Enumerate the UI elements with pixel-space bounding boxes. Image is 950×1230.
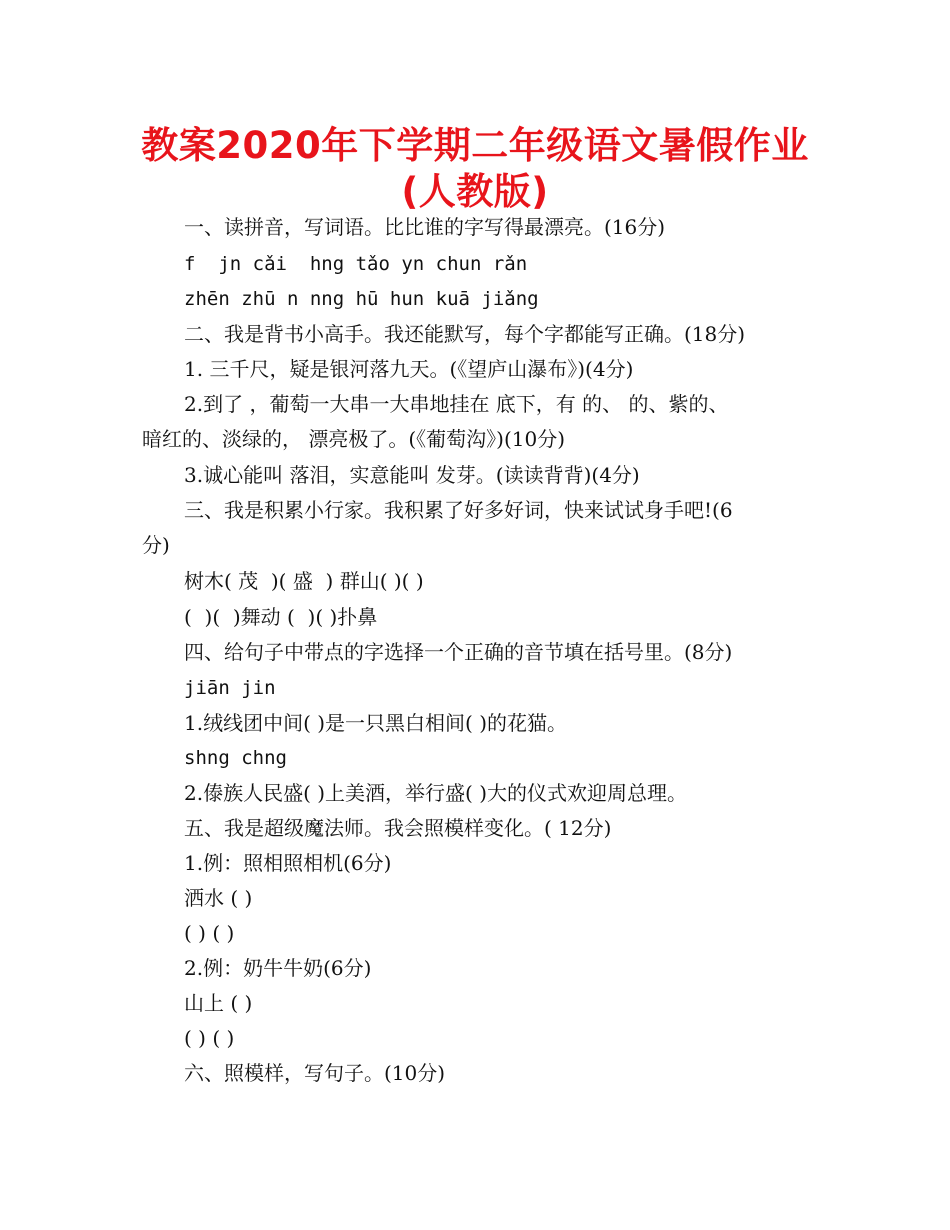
example-5-1: 1.例：照相照相机(6分) bbox=[184, 851, 392, 875]
section-4-heading: 四、给句子中带点的字选择一个正确的音节填在括号里。(8分) bbox=[184, 640, 733, 664]
section-6-heading: 六、照模样，写句子。(10分) bbox=[184, 1061, 446, 1085]
document-subtitle: (人教版) bbox=[401, 170, 549, 213]
question-2-2-cont: 暗红的、淡绿的， 漂亮极了。(《葡萄沟》)(10分) bbox=[142, 427, 566, 451]
section-1-heading: 一、读拼音，写词语。比比谁的字写得最漂亮。(16分) bbox=[184, 215, 666, 239]
question-2-2: 2.到了 ，葡萄一大串一大串地挂在 底下，有 的、 的、紫的、 bbox=[184, 392, 729, 416]
question-2-3: 3.诚心能叫 落泪，实意能叫 发芽。(读读背背)(4分) bbox=[184, 463, 640, 487]
document-title: 教案2020年下学期二年级语文暑假作业 bbox=[141, 124, 809, 167]
exercise-5-2b: ( ) ( ) bbox=[184, 1026, 235, 1050]
words-row-2: ( )( )舞动 ( )( )扑鼻 bbox=[184, 605, 378, 629]
pinyin-row-2: zhēn zhū n nng hū hun kuā jiǎng bbox=[184, 288, 539, 310]
question-2-1: 1. 三千尺，疑是银河落九天。(《望庐山瀑布》)(4分) bbox=[184, 357, 634, 381]
exercise-5-2a: 山上 ( ) bbox=[184, 991, 253, 1015]
question-4-1: 1.绒线团中间( )是一只黑白相间( )的花猫。 bbox=[184, 711, 568, 735]
pinyin-row-1: f jn cǎi hng tǎo yn chun rǎn bbox=[184, 253, 528, 275]
pinyin-options-1: jiān jin bbox=[184, 677, 276, 699]
words-row-1: 树木( 茂 )( 盛 ) 群山( )( ) bbox=[184, 569, 424, 593]
question-4-2: 2.傣族人民盛( )上美酒，举行盛( )大的仪式欢迎周总理。 bbox=[184, 781, 688, 805]
section-5-heading: 五、我是超级魔法师。我会照模样变化。( 12分) bbox=[184, 816, 612, 840]
section-2-heading: 二、我是背书小高手。我还能默写，每个字都能写正确。(18分) bbox=[184, 322, 746, 346]
section-3-heading: 三、我是积累小行家。我积累了好多好词，快来试试身手吧!(6 bbox=[184, 498, 733, 522]
exercise-5-1a: 洒水 ( ) bbox=[184, 886, 253, 910]
pinyin-options-2: shng chng bbox=[184, 747, 287, 769]
section-3-heading-cont: 分) bbox=[142, 533, 170, 557]
example-5-2: 2.例：奶牛牛奶(6分) bbox=[184, 956, 372, 980]
exercise-5-1b: ( ) ( ) bbox=[184, 921, 235, 945]
